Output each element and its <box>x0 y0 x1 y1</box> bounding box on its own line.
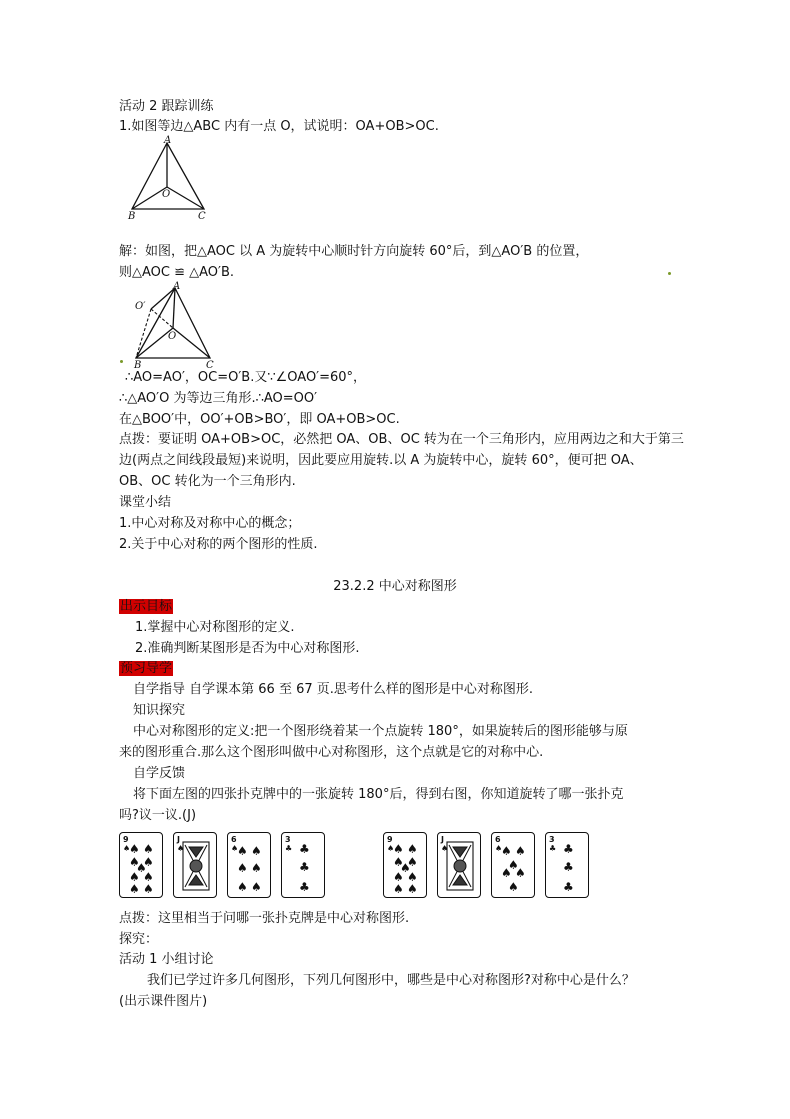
svg-text:♠: ♠ <box>143 870 154 884</box>
svg-text:♠: ♠ <box>407 842 418 856</box>
svg-text:♣: ♣ <box>563 860 574 874</box>
card-rank: 6 <box>495 835 501 844</box>
svg-text:♠: ♠ <box>501 844 512 858</box>
svg-text:♣: ♣ <box>299 860 310 874</box>
definition-line-2: 来的图形重合.那么这个图形叫做中心对称图形，这个点就是它的对称中心. <box>119 745 544 760</box>
svg-text:♠: ♠ <box>407 870 418 884</box>
svg-text:♠: ♠ <box>407 855 418 869</box>
spade-pips <box>384 833 428 899</box>
explore-label: 探究： <box>119 932 159 947</box>
label-b-2: B <box>134 360 142 371</box>
label-b: B <box>128 211 136 222</box>
proof-step-2: ∴△AO′O 为等边三角形.∴AO=OO′ <box>119 391 318 406</box>
card-rank: 3 <box>285 835 291 844</box>
club-pips <box>546 833 590 899</box>
svg-text:♠: ♠ <box>237 844 248 858</box>
discussion-question-2: (出示课件图片) <box>119 994 208 1009</box>
card-suit: ♠ <box>441 844 449 853</box>
card-suit: ♠ <box>177 844 185 853</box>
label-a-2: A <box>173 281 181 292</box>
feedback-line-1: 将下面左图的四张扑克牌中的一张旋转 180°后，得到右图，你知道旋转了哪一张扑克 <box>133 787 624 802</box>
spade-pips <box>492 833 536 899</box>
svg-text:♠: ♠ <box>129 842 140 856</box>
card-nine-spades <box>119 832 163 898</box>
activity-1-heading: 活动 1 小组讨论 <box>119 952 214 967</box>
face-card-art <box>174 833 218 899</box>
svg-text:♠: ♠ <box>393 870 404 884</box>
spade-pips <box>228 833 272 899</box>
label-c-2: C <box>206 360 214 371</box>
self-study-guide: 自学指导 自学课本第 66 至 67 页.思考什么样的图形是中心对称图形. <box>133 682 534 697</box>
svg-text:♠: ♠ <box>129 855 140 869</box>
svg-text:♠: ♠ <box>237 880 248 894</box>
marker-dot-2 <box>120 360 123 363</box>
feedback-label: 自学反馈 <box>133 766 186 781</box>
svg-text:♠: ♠ <box>143 882 154 896</box>
card-rank: J <box>441 835 444 844</box>
svg-text:♠: ♠ <box>400 861 411 875</box>
card-rank: 9 <box>123 835 129 844</box>
svg-text:♠: ♠ <box>393 842 404 856</box>
svg-text:♠: ♠ <box>515 866 526 880</box>
card-nine-spades <box>383 832 427 898</box>
section-title: 23.2.2 中心对称图形 <box>333 579 457 594</box>
label-a: A <box>164 135 172 146</box>
svg-text:♠: ♠ <box>251 844 262 858</box>
proof-step-1: ∴AO=AO′，OC=O′B.又∵∠OAO′=60°， <box>125 370 367 385</box>
card-rank: 6 <box>231 835 237 844</box>
cards-right-group <box>383 832 593 900</box>
svg-text:♠: ♠ <box>251 880 262 894</box>
question-1: 1.如图等边△ABC 内有一点 O，试说明：OA+OB>OC. <box>119 119 439 134</box>
card-jack-spades <box>437 832 481 898</box>
club-pips <box>282 833 326 899</box>
solution-line-2: 则△AOC ≌ △AO′B. <box>119 265 235 280</box>
svg-text:♠: ♠ <box>501 866 512 880</box>
figure-rotation <box>118 282 228 372</box>
tip-line-2: 边(两点之间线段最短)来说明，因此要应用旋转.以 A 为旋转中心，旋转 60°，便可把 OA、 <box>119 453 643 468</box>
figure-triangle-abc <box>120 137 220 223</box>
card-three-clubs <box>281 832 325 898</box>
card-suit: ♣ <box>285 844 293 853</box>
card-suit: ♣ <box>549 844 557 853</box>
svg-text:♠: ♠ <box>508 880 519 894</box>
svg-text:♣: ♣ <box>563 880 574 894</box>
svg-text:♠: ♠ <box>129 882 140 896</box>
goal-item-1: 1.掌握中心对称图形的定义. <box>135 620 295 635</box>
summary-title: 课堂小结 <box>119 495 172 510</box>
label-c: C <box>198 211 206 222</box>
svg-text:♠: ♠ <box>143 842 154 856</box>
tip-line-3: OB、OC 转化为一个三角形内. <box>119 474 296 489</box>
discussion-question-1: 我们已学过许多几何图形，下列几何图形中，哪些是中心对称图形?对称中心是什么？ <box>147 973 635 988</box>
activity-2-heading: 活动 2 跟踪训练 <box>119 99 214 114</box>
svg-text:♣: ♣ <box>299 842 310 856</box>
card-six-spades <box>227 832 271 898</box>
card-suit: ♠ <box>495 844 503 853</box>
svg-text:♣: ♣ <box>299 880 310 894</box>
card-six-spades <box>491 832 535 898</box>
card-jack-spades <box>173 832 217 898</box>
svg-text:♠: ♠ <box>515 844 526 858</box>
svg-text:♠: ♠ <box>251 861 262 875</box>
label-o: O <box>162 189 171 200</box>
cards-left-group <box>119 832 329 900</box>
tip-line-1: 点拨：要证明 OA+OB>OC，必然把 OA、OB、OC 转为在一个三角形内，应用两边之和大于第三 <box>119 432 684 447</box>
solution-line-1: 解：如图，把△AOC 以 A 为旋转中心顺时针方向旋转 60°后，到△AO′B 的位置， <box>119 244 589 259</box>
svg-text:♠: ♠ <box>237 861 248 875</box>
svg-text:♠: ♠ <box>407 882 418 896</box>
svg-text:♠: ♠ <box>129 870 140 884</box>
card-rank: 3 <box>549 835 555 844</box>
spade-pips <box>120 833 164 899</box>
svg-text:♠: ♠ <box>143 855 154 869</box>
svg-text:♠: ♠ <box>393 882 404 896</box>
proof-step-3: 在△BOO′中，OO′+OB>BO′，即 OA+OB>OC. <box>119 412 400 427</box>
svg-text:♠: ♠ <box>136 861 147 875</box>
card-rank: 9 <box>387 835 393 844</box>
card-three-clubs <box>545 832 589 898</box>
segment-o-prime-b <box>136 309 151 358</box>
summary-item-2: 2.关于中心对称的两个图形的性质. <box>119 537 318 552</box>
svg-text:♣: ♣ <box>563 842 574 856</box>
face-card-art <box>438 833 482 899</box>
segment-oa-2 <box>173 288 175 328</box>
card-suit: ♠ <box>387 844 395 853</box>
segment-oc-2 <box>173 328 210 358</box>
goals-label: 出示目标 <box>120 599 173 614</box>
svg-text:♠: ♠ <box>508 858 519 872</box>
card-rank: J <box>177 835 180 844</box>
knowledge-explore-label: 知识探究 <box>133 703 186 718</box>
summary-item-1: 1.中心对称及对称中心的概念； <box>119 516 301 531</box>
goal-item-2: 2.准确判断某图形是否为中心对称图形. <box>135 641 360 656</box>
label-o-2: O <box>168 331 177 342</box>
marker-dot <box>668 272 671 275</box>
preview-label: 预习导学 <box>120 661 173 676</box>
segment-ao-prime <box>151 288 175 309</box>
card-suit: ♠ <box>123 844 131 853</box>
definition-line-1: 中心对称图形的定义:把一个图形绕着某一个点旋转 180°，如果旋转后的图形能够与原 <box>133 724 628 739</box>
tip-cards: 点拨：这里相当于问哪一张扑克牌是中心对称图形. <box>119 911 410 926</box>
svg-text:♠: ♠ <box>393 855 404 869</box>
feedback-line-2: 吗?议一议.(J) <box>119 808 197 823</box>
card-suit: ♠ <box>231 844 239 853</box>
label-o-prime: O′ <box>135 301 146 312</box>
